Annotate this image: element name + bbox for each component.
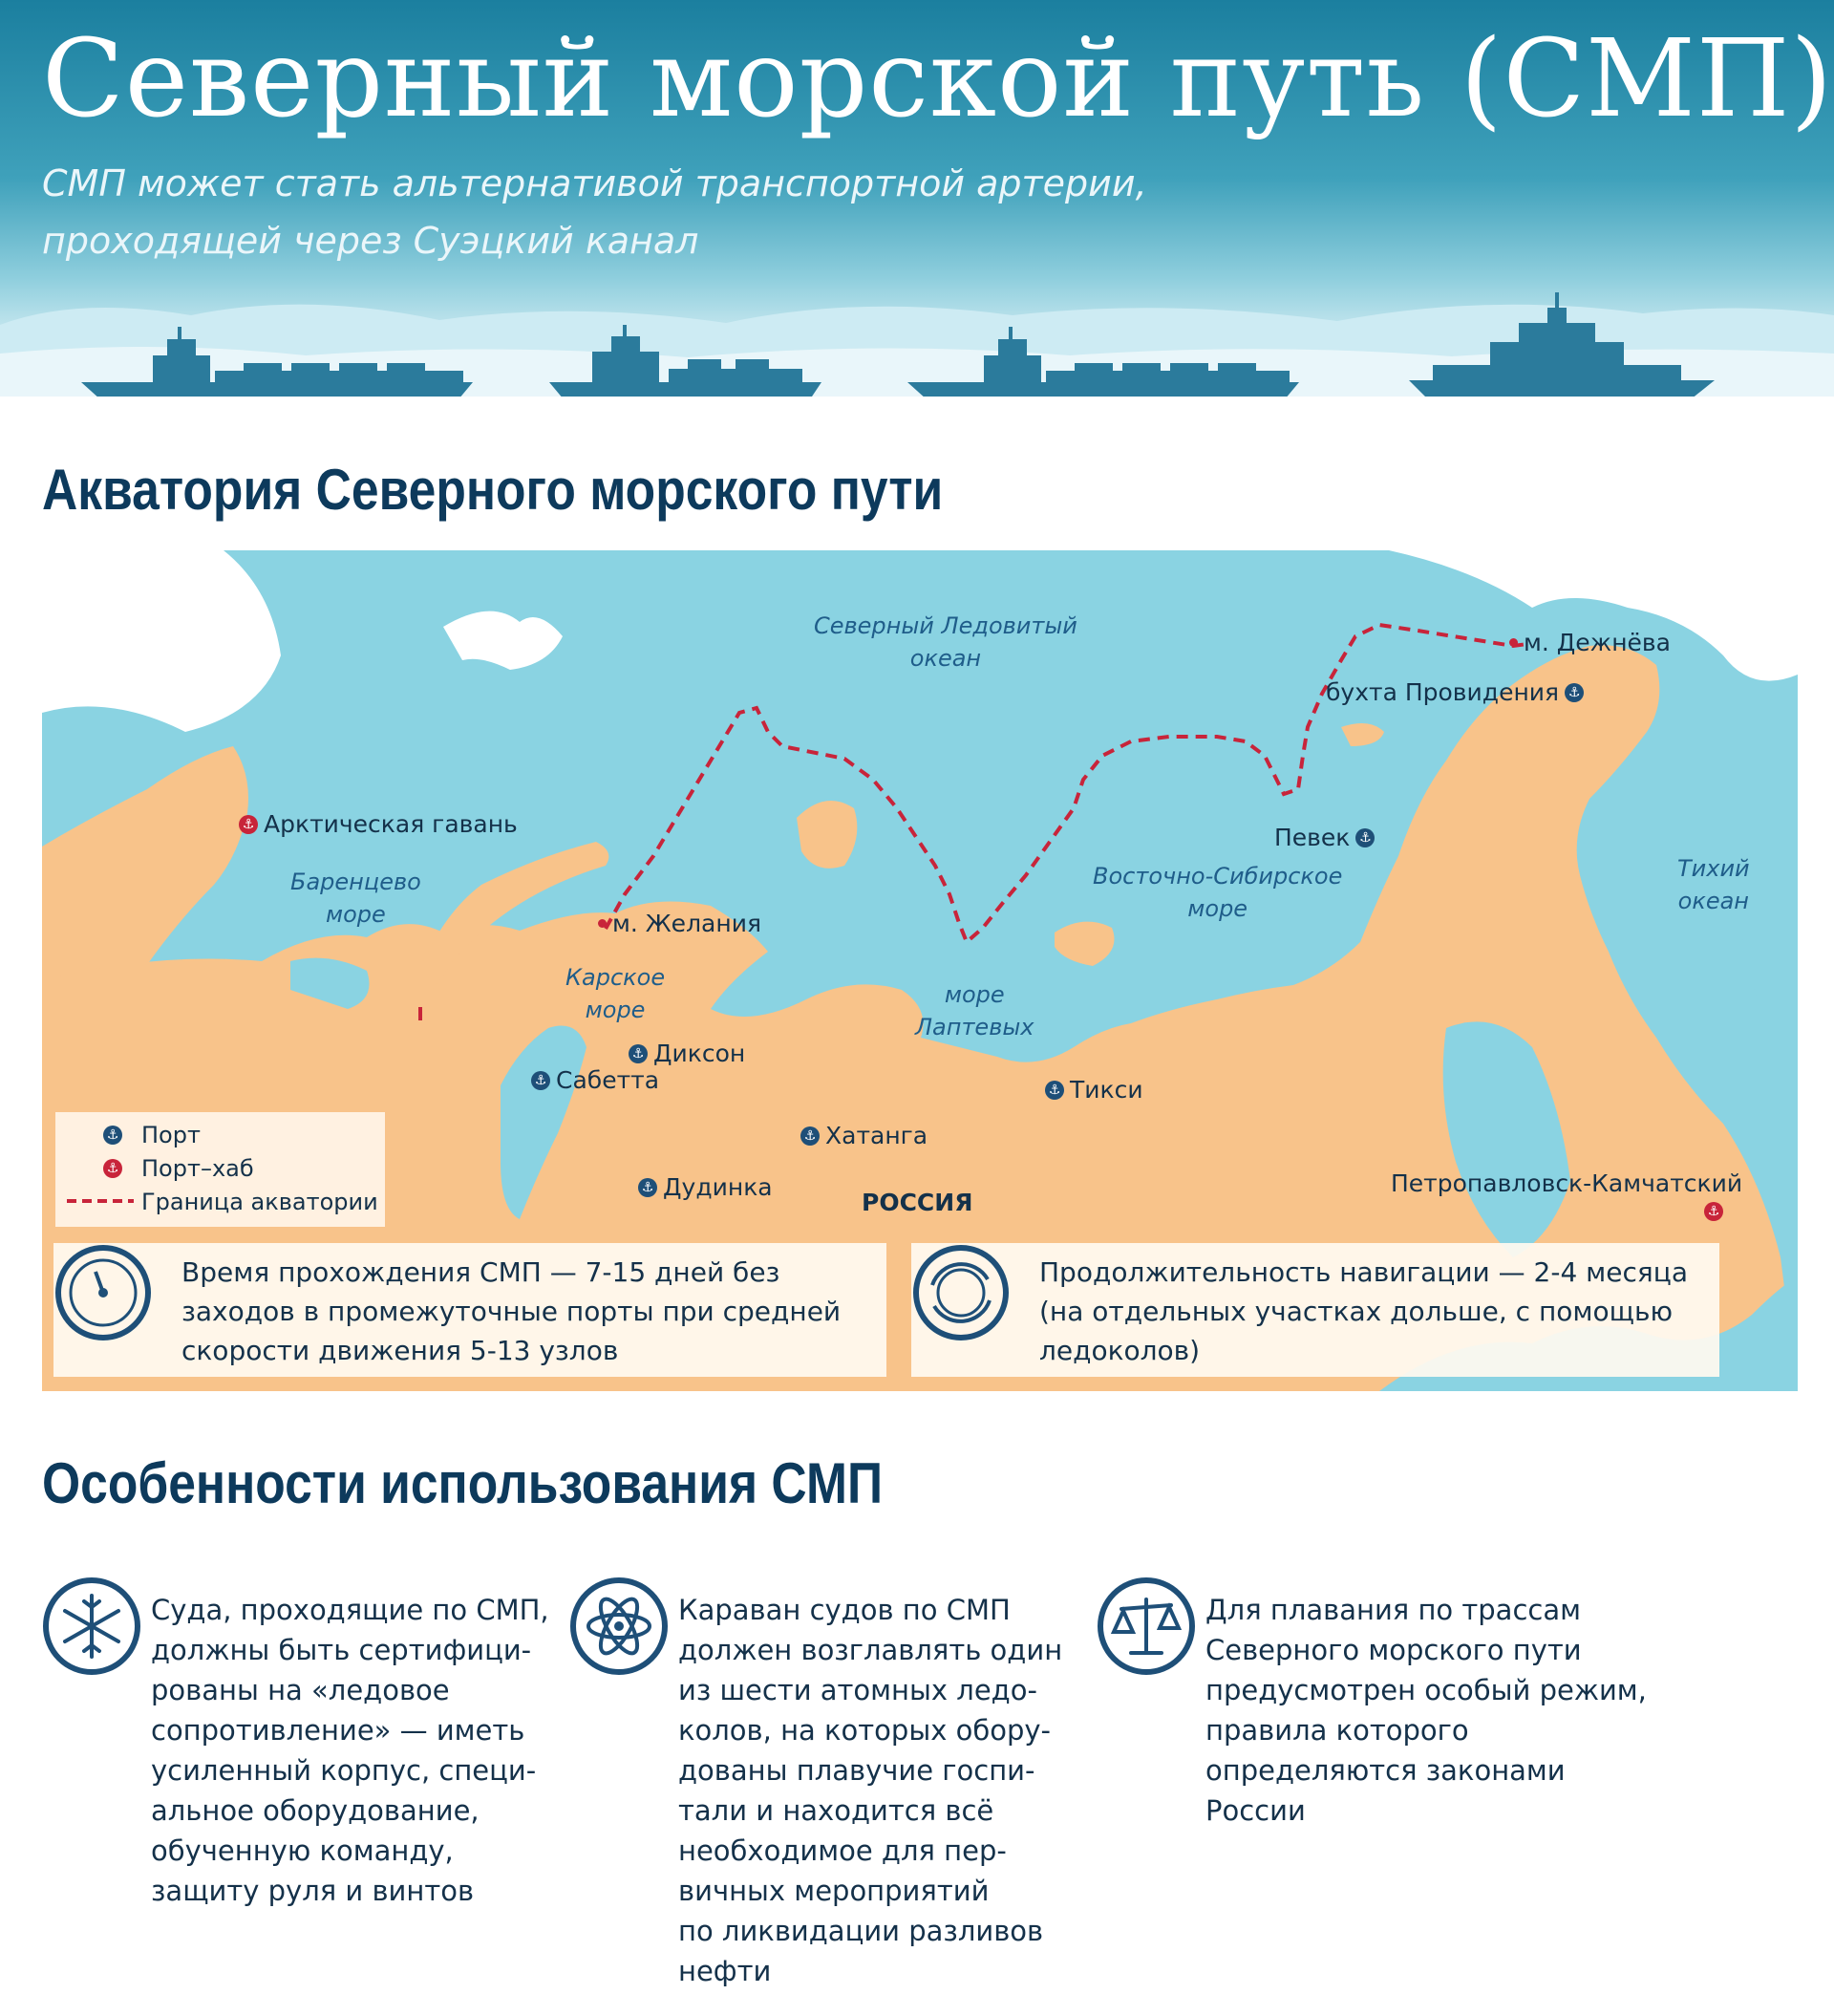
page-subtitle: СМП может стать альтернативой транспортной артерии, проходящей через Суэцкий канал [42,162,1147,262]
hub-anchor-icon: ⚓ [1704,1202,1723,1221]
cycle-arrows-icon [911,1243,1011,1342]
cape-dot-icon [598,919,607,928]
port-anchor-icon: ⚓ [800,1126,820,1146]
ice-greenland [42,550,281,732]
legend-hub-icon: ⚓ [103,1159,122,1178]
place-petropavlovsk[interactable]: Петропавловск-Камчатский [1391,1169,1743,1197]
place-arctic-harbor[interactable]: ⚓ Арктическая гавань [239,810,518,838]
info-transit-text: Время прохождения СМП — 7-15 дней без заходов в промежуточные порты при средней скорости движения 5-13 узлов [181,1256,842,1366]
legend-port-icon: ⚓ [103,1126,122,1145]
label-laptev-sea: море Лаптевых [915,981,1034,1040]
header-banner [0,0,1834,397]
legend-border-label: Граница акватории [141,1189,378,1215]
stopwatch-icon [53,1243,153,1342]
place-provideniya-bay[interactable]: бухта Провидения ⚓ [1326,678,1584,706]
map-section-title: Акватория Северного морского пути [42,458,944,522]
page-title: Северный морской путь (СМП) [42,17,1834,141]
label-arctic-ocean: Северный Ледовитый океан [814,612,1077,672]
feature-special-regime: Для плавания по трассам Северного морского пути предусмотрен особый режим, правила которого определяются законами России [1205,1594,1647,1827]
port-anchor-icon: ⚓ [531,1071,550,1090]
map-legend [55,1112,385,1227]
port-anchor-icon: ⚓ [1355,828,1375,847]
cape-dot-icon [1509,638,1518,647]
place-dudinka[interactable]: ⚓ Дудинка [638,1173,773,1201]
feature-nuclear-icebreakers: Караван судов по СМП должен возглавлять один из шести атомных ледо- колов, на которых обору- дованы плавучие госпи- тали и находится всё необходимое для пер- вичных мероприятий по ликвидации разливов нефти [678,1594,1063,1987]
legend-border-line-icon [67,1196,134,1206]
place-khatanga[interactable]: ⚓ Хатанга [800,1122,928,1149]
label-russia: РОССИЯ [862,1189,973,1216]
place-pevek[interactable]: Певек ⚓ [1274,824,1375,851]
snowflake-icon [42,1576,141,1676]
atom-icon [569,1576,669,1676]
place-sabetta[interactable]: ⚓ Сабетта [531,1066,659,1094]
label-pacific-ocean: Тихий океан [1677,855,1750,914]
port-anchor-icon: ⚓ [1565,683,1584,702]
white-sea-border-mark [418,1007,422,1020]
place-cape-zhelaniya[interactable]: м. Желания [598,910,761,937]
features-section-title: Особенности использования СМП [42,1451,884,1515]
info-navigation-period [911,1243,1719,1377]
info-navigation-text: Продолжительность навигации — 2-4 месяца (на отдельных участках дольше, с помощью ледоколов) [1039,1256,1688,1366]
legend-port-label: Порт [141,1122,201,1148]
nsr-map[interactable] [42,550,1798,1391]
place-tiksi[interactable]: ⚓ Тикси [1045,1076,1143,1104]
legend-hub-label: Порт–хаб [141,1155,254,1182]
port-anchor-icon: ⚓ [638,1178,657,1197]
scales-icon [1097,1576,1196,1676]
port-anchor-icon: ⚓ [629,1044,648,1063]
label-barents-sea: Баренцево море [290,869,421,928]
place-dikson[interactable]: ⚓ Диксон [629,1040,745,1067]
info-transit-time [53,1243,886,1377]
ships-illustration [0,287,1834,397]
label-east-siberian-sea: Восточно-Сибирское море [1093,863,1343,922]
hub-anchor-icon: ⚓ [239,815,258,834]
label-kara-sea: Карское море [565,964,666,1023]
place-cape-dezhnyov[interactable]: м. Дежнёва [1509,629,1671,656]
feature-ice-certification: Суда, проходящие по СМП, должны быть сертифици- рованы на «ледовое сопротивление» — иметь усиленный корпус, специ- альное оборудование, обученную команду, защиту руля и винтов [151,1594,549,1907]
port-anchor-icon: ⚓ [1045,1081,1064,1100]
